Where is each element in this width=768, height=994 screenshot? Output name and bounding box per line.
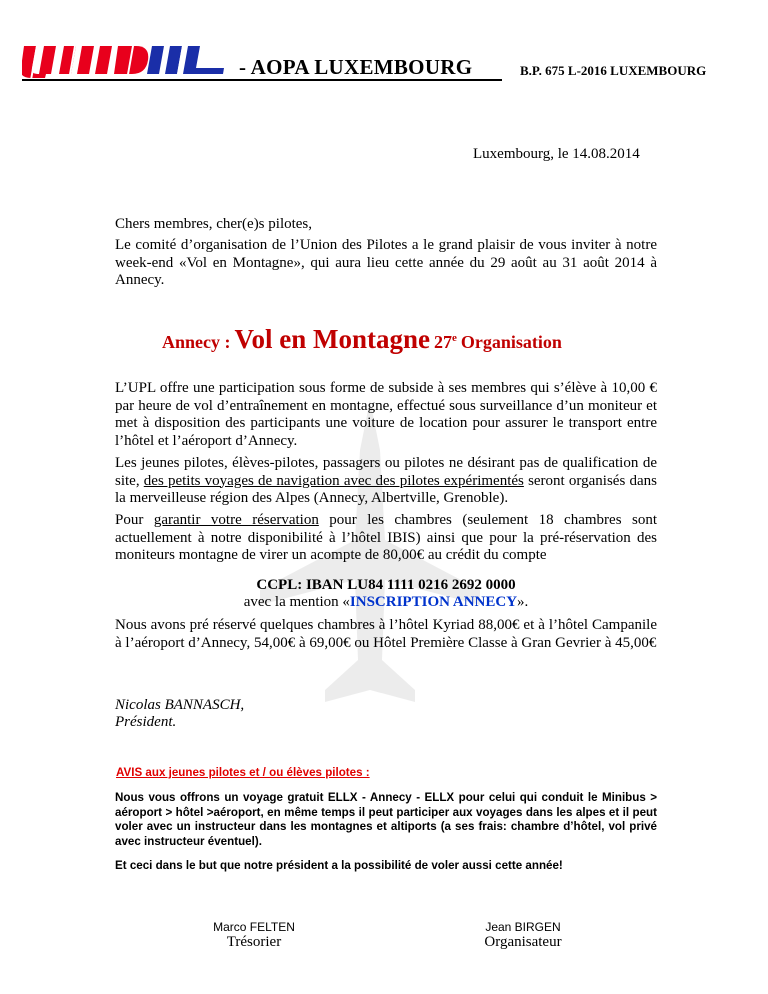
- hotels-paragraph: Nous avons pré réservé quelques chambres à l’hôtel Kyriad 88,00€ et à l’hôtel Campanile à l’aéroport d’Annecy, 54,00€ à 69,00€ ou Hôtel Première Classe à Gran Gevrier à 45,00€: [115, 617, 657, 651]
- letter-date: Luxembourg, le 14.08.2014: [473, 146, 640, 162]
- president-title: Président.: [115, 714, 177, 730]
- organizer-signer: [443, 920, 603, 951]
- header-underline: [22, 79, 502, 81]
- event-title-suffix: Organisation: [460, 332, 562, 352]
- treasurer-role: Trésorier: [226, 934, 282, 950]
- subsidy-paragraph: L’UPL offre une participation sous forme de subside à ses membres qui s’élève à 10,00 € par heure de vol d’entraînement en montagne, effectué sous surveillance d’un moniteur et met à disposition des participants une voiture de location pour assurer le transport entre l’hôtel et l’aéroport d’Annecy.: [115, 380, 657, 449]
- reservation-paragraph: Pour garantir votre réservation pour les chambres (seulement 18 chambres sont actuellement à notre disponibilité à l’hôtel IBIS) ainsi que pour la pré-réservation des moniteurs montagne de virer un acompte de 80,00€ au crédit du compte: [115, 512, 657, 563]
- treasurer-name: Marco FELTEN: [213, 920, 295, 934]
- upl-logo: [22, 46, 234, 78]
- young-pilots-paragraph: Les jeunes pilotes, élèves-pilotes, passagers ou pilotes ne désirant pas de qualification de site, des petits voyages de navigation avec des pilotes expérimentés seront organisés dans la merveilleuse région des Alpes (Annecy, Albertville, Grenoble).: [115, 455, 657, 506]
- reservation-highlight: garantir votre réservation: [153, 512, 319, 528]
- treasurer-signer: [174, 920, 334, 951]
- event-title: [162, 324, 562, 355]
- letterhead: [22, 44, 730, 84]
- president-name: Nicolas BANNASCH,: [115, 697, 245, 713]
- event-title-number: 27e: [434, 332, 457, 352]
- organizer-name: Jean BIRGEN: [485, 920, 561, 934]
- notice-note: Et ceci dans le but que notre président a la possibilité de voler aussi cette année!: [115, 859, 563, 872]
- organization-address: B.P. 675 L-2016 LUXEMBOURG: [520, 63, 707, 78]
- president-signature: [115, 697, 244, 731]
- navigation-trips-highlight: des petits voyages de navigation avec des pilotes expérimentés: [143, 472, 524, 489]
- payment-mention: avec la mention «INSCRIPTION ANNECY».: [243, 594, 529, 610]
- organization-title: - AOPA LUXEMBOURG: [239, 55, 473, 79]
- greeting: Chers membres, cher(e)s pilotes,: [115, 216, 313, 232]
- event-title-main: Vol en Montagne: [234, 324, 431, 354]
- bank-account: CCPL: IBAN LU84 1111 0216 2692 0000: [256, 577, 516, 593]
- event-title-prefix: Annecy :: [162, 332, 231, 352]
- organizer-role: Organisateur: [484, 934, 562, 950]
- notice-heading: AVIS aux jeunes pilotes et / ou élèves pilotes :: [116, 766, 370, 779]
- notice-paragraph: Nous vous offrons un voyage gratuit ELLX - Annecy - ELLX pour celui qui conduit le Minibus > aéroport > hôtel >aéroport, en même temps il peut participer aux voyages dans les alpes et il peut voler avec un instructeur dans les montagnes et altiports (a ses frais: chambre d’hôtel, vol privé avec instructeur éventuel).: [115, 791, 657, 848]
- intro-paragraph: Le comité d’organisation de l’Union des Pilotes a le grand plaisir de vous inviter à notre week-end «Vol en Montagne», qui aura lieu cette année du 29 août au 31 août 2014 à Annecy.: [115, 237, 657, 288]
- payment-reference: INSCRIPTION ANNECY: [349, 594, 518, 610]
